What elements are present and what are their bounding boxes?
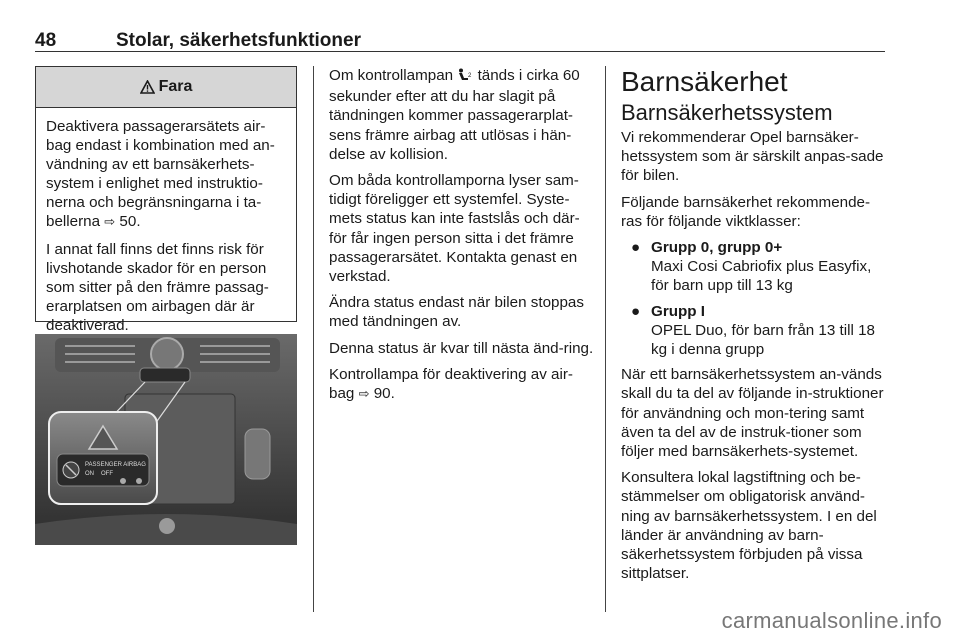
paragraph: När ett barnsäkerhetssystem an-vänds skall du ta del av följande in-struktioner för användning och mon-tering samt även ta del av de instruk-tioner som följer med barnsäkerhets-systemet. — [621, 366, 884, 461]
paragraph: Följande barnsäkerhet rekommende-ras för följande viktklasser: — [621, 193, 871, 230]
page-ref: 50 — [119, 213, 137, 230]
paragraph: Om båda kontrollamporna lyser sam-tidigt föreligger ett systemfel. Syste-mets status kan inte fastslås och där-för får ingen person sitta i det främre passagerarsätet. Kontakta genast en verkstad. — [329, 172, 580, 286]
section-title: Stolar, säkerhetsfunktioner — [116, 30, 361, 51]
list-item-title: Grupp I — [651, 302, 705, 320]
column-2 — [329, 66, 595, 410]
airbag-label: PASSENGER AIRBAG — [85, 462, 146, 468]
paragraph: Ändra status endast när bilen stoppas med tändningen av. — [329, 294, 584, 331]
watermark: carmanualsonline.info — [721, 608, 942, 633]
svg-text:2: 2 — [468, 73, 472, 79]
airbag-off-label: OFF — [101, 471, 113, 477]
dashboard-photo — [35, 334, 297, 545]
page-ref-arrow-icon: ⇨ — [358, 386, 370, 402]
column-divider — [313, 66, 314, 612]
page-ref-arrow-icon: ⇨ — [104, 214, 116, 229]
page-ref: 90. — [373, 385, 395, 403]
page-number: 48 — [35, 30, 57, 51]
section-heading: Barnsäkerhet — [621, 66, 788, 97]
column-divider — [605, 66, 606, 612]
danger-paragraph: I annat fall finns det finns risk för livshotande skador för en person som sitter på den främre passag-erarplatsen om airbagen där är deaktiverad. — [46, 241, 269, 334]
warning-triangle-icon — [140, 80, 155, 94]
airbag-indicator-icon — [457, 68, 473, 87]
list-item-text: OPEL Duo, för barn från 13 till 18 kg i denna grupp — [651, 321, 875, 359]
danger-title: Fara — [158, 78, 193, 95]
list-item — [621, 238, 889, 296]
bullet-icon: ● — [631, 302, 641, 320]
list-item-text: Maxi Cosi Cabriofix plus Easyfix, för barn upp till 13 kg — [651, 258, 872, 295]
header-rule — [35, 51, 885, 52]
list-item — [621, 302, 889, 360]
paragraph: Konsultera lokal lagstiftning och be-stämmelser om obligatorisk använd-ning av barnsäkerhetssystem. I en del länder är användning av barn-säkerhetssystem förbjuden på vissa sittplatser. — [621, 469, 877, 583]
column-3 — [621, 66, 889, 590]
subsection-heading: Barnsäkerhetssystem — [621, 100, 833, 125]
danger-paragraph: Deaktivera passagerarsätets air-bag endast i kombination med an-vändning av ett barnsäkerhets-system i enlighet med instruktio-nerna och begränsningarna i ta-bellerna ⇨ 50. — [46, 118, 275, 230]
page-header — [35, 30, 885, 52]
paragraph: Kontrollampa för deaktivering av air-bag ⇨ 90. — [329, 365, 573, 403]
airbag-on-label: ON — [85, 471, 94, 477]
paragraph: Om kontrollampan 2 tänds i cirka 60 sekunder efter att du har slagit på tändningen kommer passagerarplat-sens främre airbag att utlösas i hän-delse av kollision. — [329, 67, 580, 163]
paragraph: Denna status är kvar till nästa änd-ring. — [329, 339, 594, 357]
list-item-title: Grupp 0, grupp 0+ — [651, 239, 783, 257]
paragraph: Vi rekommenderar Opel barnsäker-hetssystem som är särskilt anpas-sade för bilen. — [621, 129, 884, 185]
danger-box — [35, 66, 297, 334]
danger-header — [36, 67, 296, 108]
bullet-icon: ● — [631, 239, 641, 257]
